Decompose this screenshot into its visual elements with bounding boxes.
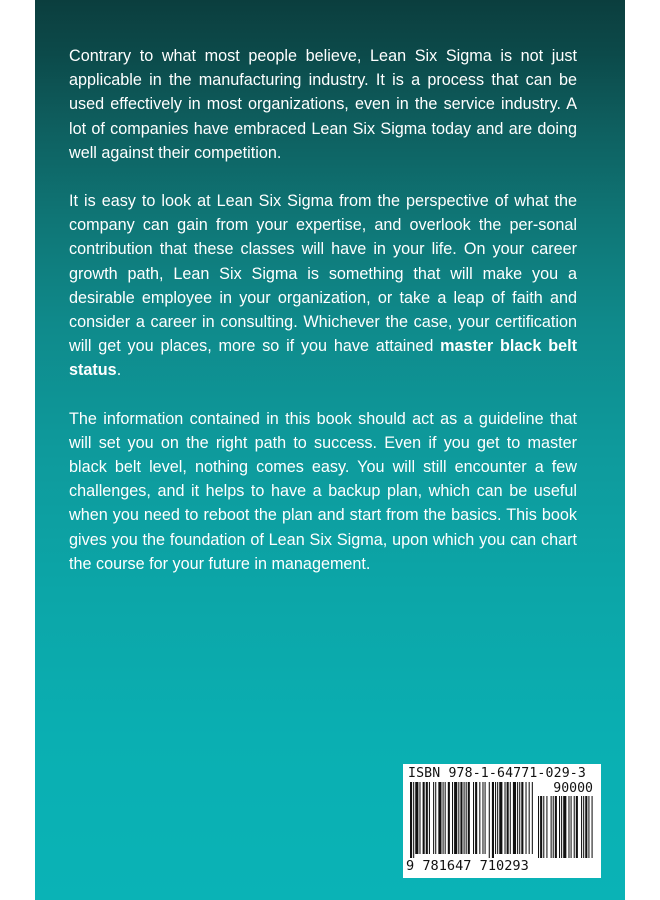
barcode-addon-bar	[551, 796, 552, 858]
barcode-bar	[443, 782, 444, 854]
barcode-bar	[479, 782, 480, 854]
barcode-bar	[433, 782, 434, 854]
barcode-bar	[448, 782, 450, 854]
barcode-bar	[513, 782, 516, 854]
barcode-bar	[499, 782, 502, 854]
barcode-bar	[413, 782, 414, 858]
blurb-paragraph-3: The information contained in this book should act as a guideline that will set you on the right path to success. Even if you get to master black belt level, nothing comes easy. You will still encounter a few challenges, and it helps to have a backup plan, which can be useful when you need to reboot the plan and start from the basics. This book gives you the foundation of Lean Six Sigma, upon which you can chart the course for your future in management.	[69, 409, 577, 573]
barcode-addon-bar	[546, 796, 547, 858]
barcode-bar	[529, 782, 530, 854]
barcode-bar	[466, 782, 467, 854]
barcode-bar	[485, 782, 486, 854]
barcode-bar	[415, 782, 418, 854]
barcode-addon-bar	[585, 796, 587, 858]
barcode-bar	[429, 782, 430, 854]
barcode-bar	[517, 782, 518, 854]
barcode-addon-bar	[574, 796, 575, 858]
barcode-bar	[445, 782, 446, 854]
blurb-paragraph-2-end: .	[116, 361, 122, 380]
price-code: 90000	[553, 781, 593, 796]
barcode-bar	[454, 782, 457, 854]
isbn-barcode	[403, 764, 601, 878]
barcode-bar	[438, 782, 441, 854]
barcode-bar	[482, 782, 483, 854]
barcode-addon-bar	[571, 796, 572, 858]
barcode-bar	[495, 782, 496, 854]
master-black-belt-highlight: master black belt status	[69, 337, 577, 380]
barcode-digits: 9 781647 710293	[406, 858, 529, 874]
barcode-addon-bar	[561, 796, 562, 858]
blurb-paragraph-2-text: It is easy to look at Lean Six Sigma from the perspective of what the company can gain from your expertise, and overlook the per-sonal contribution that these classes will have in your life. On your career growth path, Lean Six Sigma is something that will make you a desirable employee in your organization, or take a leap of faith and consider a career in consulting. Whichever the case, your certification will get you places, more so if you have attained	[69, 192, 577, 356]
barcode-bar	[489, 782, 490, 858]
barcode-addon-bar	[581, 796, 582, 858]
barcode-addon-bar	[543, 796, 544, 858]
barcode-bar	[526, 782, 527, 854]
barcode-bars	[408, 782, 594, 860]
barcode-bar	[505, 782, 506, 854]
barcode-addon-bar	[568, 796, 569, 858]
barcode-bar	[492, 782, 494, 858]
barcode-bar	[452, 782, 453, 854]
barcode-bar	[426, 782, 428, 854]
barcode-bar	[497, 782, 498, 854]
barcode-addon-bar	[563, 796, 566, 858]
barcode-bar	[521, 782, 523, 854]
barcode-bar	[460, 782, 462, 854]
isbn-label: ISBN 978-1-64771-029-3	[408, 766, 586, 781]
barcode-bar	[475, 782, 477, 854]
barcode-addon-bar	[555, 796, 557, 858]
barcode-bar	[473, 782, 474, 854]
barcode-bar	[507, 782, 509, 854]
blurb-text	[69, 44, 577, 600]
barcode-bar	[519, 782, 520, 854]
barcode-addon-bar	[592, 796, 593, 858]
barcode-addon-bar	[553, 796, 554, 858]
barcode-addon-bar	[540, 796, 542, 858]
back-cover	[35, 0, 625, 900]
barcode-bar	[458, 782, 459, 854]
barcode-addon-bar	[559, 796, 560, 858]
barcode-bar	[468, 782, 470, 854]
barcode-addon-bar	[538, 796, 539, 858]
barcode-addon-bar	[576, 796, 578, 858]
barcode-addon-bar	[588, 796, 589, 858]
barcode-bar	[423, 782, 425, 854]
barcode-bar	[532, 782, 533, 854]
blurb-paragraph-1: Contrary to what most people believe, Lean Six Sigma is not just applicable in the manufacturing industry. It is a process that can be used effectively in most organizations, even in the service industry. A lot of companies have embraced Lean Six Sigma today and are doing well against their competition.	[69, 47, 577, 162]
barcode-bar	[510, 782, 511, 854]
barcode-bar	[419, 782, 420, 854]
barcode-bar	[464, 782, 465, 854]
barcode-addon-bar	[583, 796, 584, 858]
barcode-bar	[435, 782, 436, 854]
barcode-bar	[410, 782, 412, 858]
blurb-paragraph-2	[69, 189, 577, 383]
